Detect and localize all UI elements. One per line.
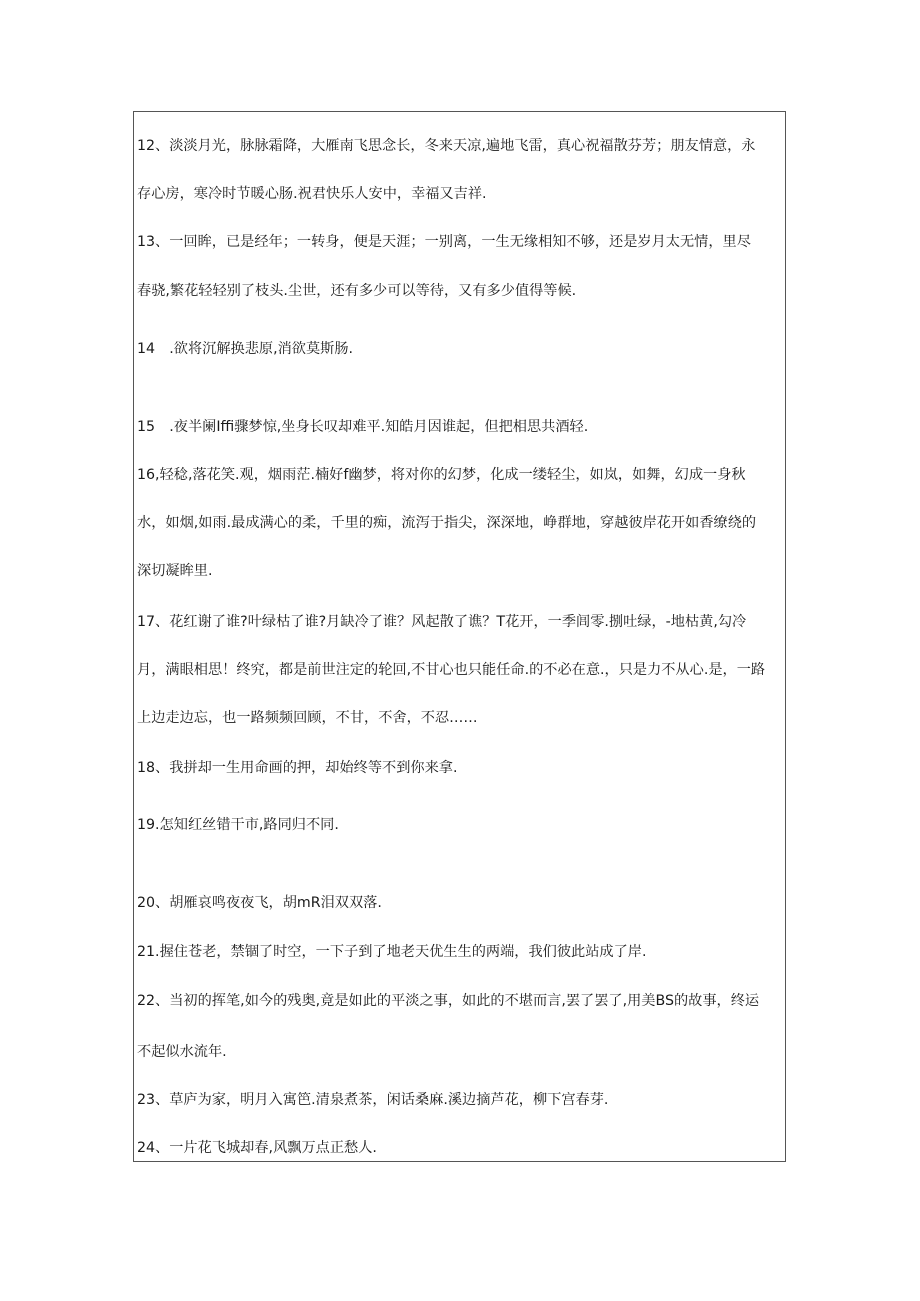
text-line: 22、当初的挥笔,如今的残奥,竟是如此的平淡之事，如此的不堪而言,罢了罢了,用美BS的故事，终运 [137, 993, 760, 1009]
text-line: 不起似水流年. [137, 1044, 227, 1060]
text-line: 13、一回眸，已是经年；一转身，便是天涯；一别离，一生无缘相知不够，还是岁月太无情，里尽 [137, 234, 751, 250]
text-line: 水，如烟,如雨.最成满心的柔，千里的痴，流泻于指尖，深深地，峥群地，穿越彼岸花开如香缭绕的 [137, 515, 757, 531]
text-line: 20、胡雁哀鸣夜夜飞，胡mR泪双双落. [137, 895, 382, 911]
text-line: 21.握住苍老，禁锢了时空，一下子到了地老天优生生的两端，我们彼此站成了岸. [137, 944, 647, 960]
text-line: 上边走边忘，也一路频频回顾，不甘，不舍，不忍…… [137, 710, 478, 726]
text-line: 深切凝眸里. [137, 563, 213, 579]
text-line: 23、草庐为家，明月入寓笆.清泉煮茶，闲话桑麻.溪边摘芦花，柳下宫春芽. [137, 1092, 609, 1108]
text-line: 17、花红谢了谁?叶绿枯了谁?月缺冷了谁？风起散了谯？T花开，一季闾零.捌吐绿，-地枯黄,勾冷 [137, 614, 747, 630]
text-line: 14 .欲将沉解换悲原,消欲莫斯肠. [137, 341, 354, 357]
text-line: 存心房，寒冷时节暖心肠.祝君快乐人安中，幸福又吉祥. [137, 186, 487, 202]
text-line: 春骁,繁花轻轻别了枝头.尘世，还有多少可以等待，又有多少值得等候. [137, 283, 577, 299]
text-line: 18、我拼却一生用命画的押，却始终等不到你来拿. [137, 760, 458, 776]
text-line: 16,轻稔,落花笑.观，烟雨茫.楠好f幽梦，将对你的幻梦，化成一缕轻尘，如岚，如舞，幻成一身秋 [137, 467, 746, 483]
text-line: 24、一片花飞城却春,风飘万点正愁人. [137, 1140, 377, 1156]
text-line: 12、淡淡月光，脉脉霜降，大雁南飞思念长，冬来天凉,遍地飞雷，真心祝福散芬芳；朋友情意，永 [137, 138, 756, 154]
text-line: 19.怎知红丝错干市,路同归不同. [137, 817, 339, 833]
text-line: 15 .夜半阑Iffi骤梦惊,坐身长叹却难平.知皓月因谁起，但把相思共酒轻. [137, 419, 589, 435]
text-line: 月，满眼相思！终究，都是前世注定的轮回,不甘心也只能任命.的不必在意.，只是力不从心.是，一路 [137, 662, 766, 678]
